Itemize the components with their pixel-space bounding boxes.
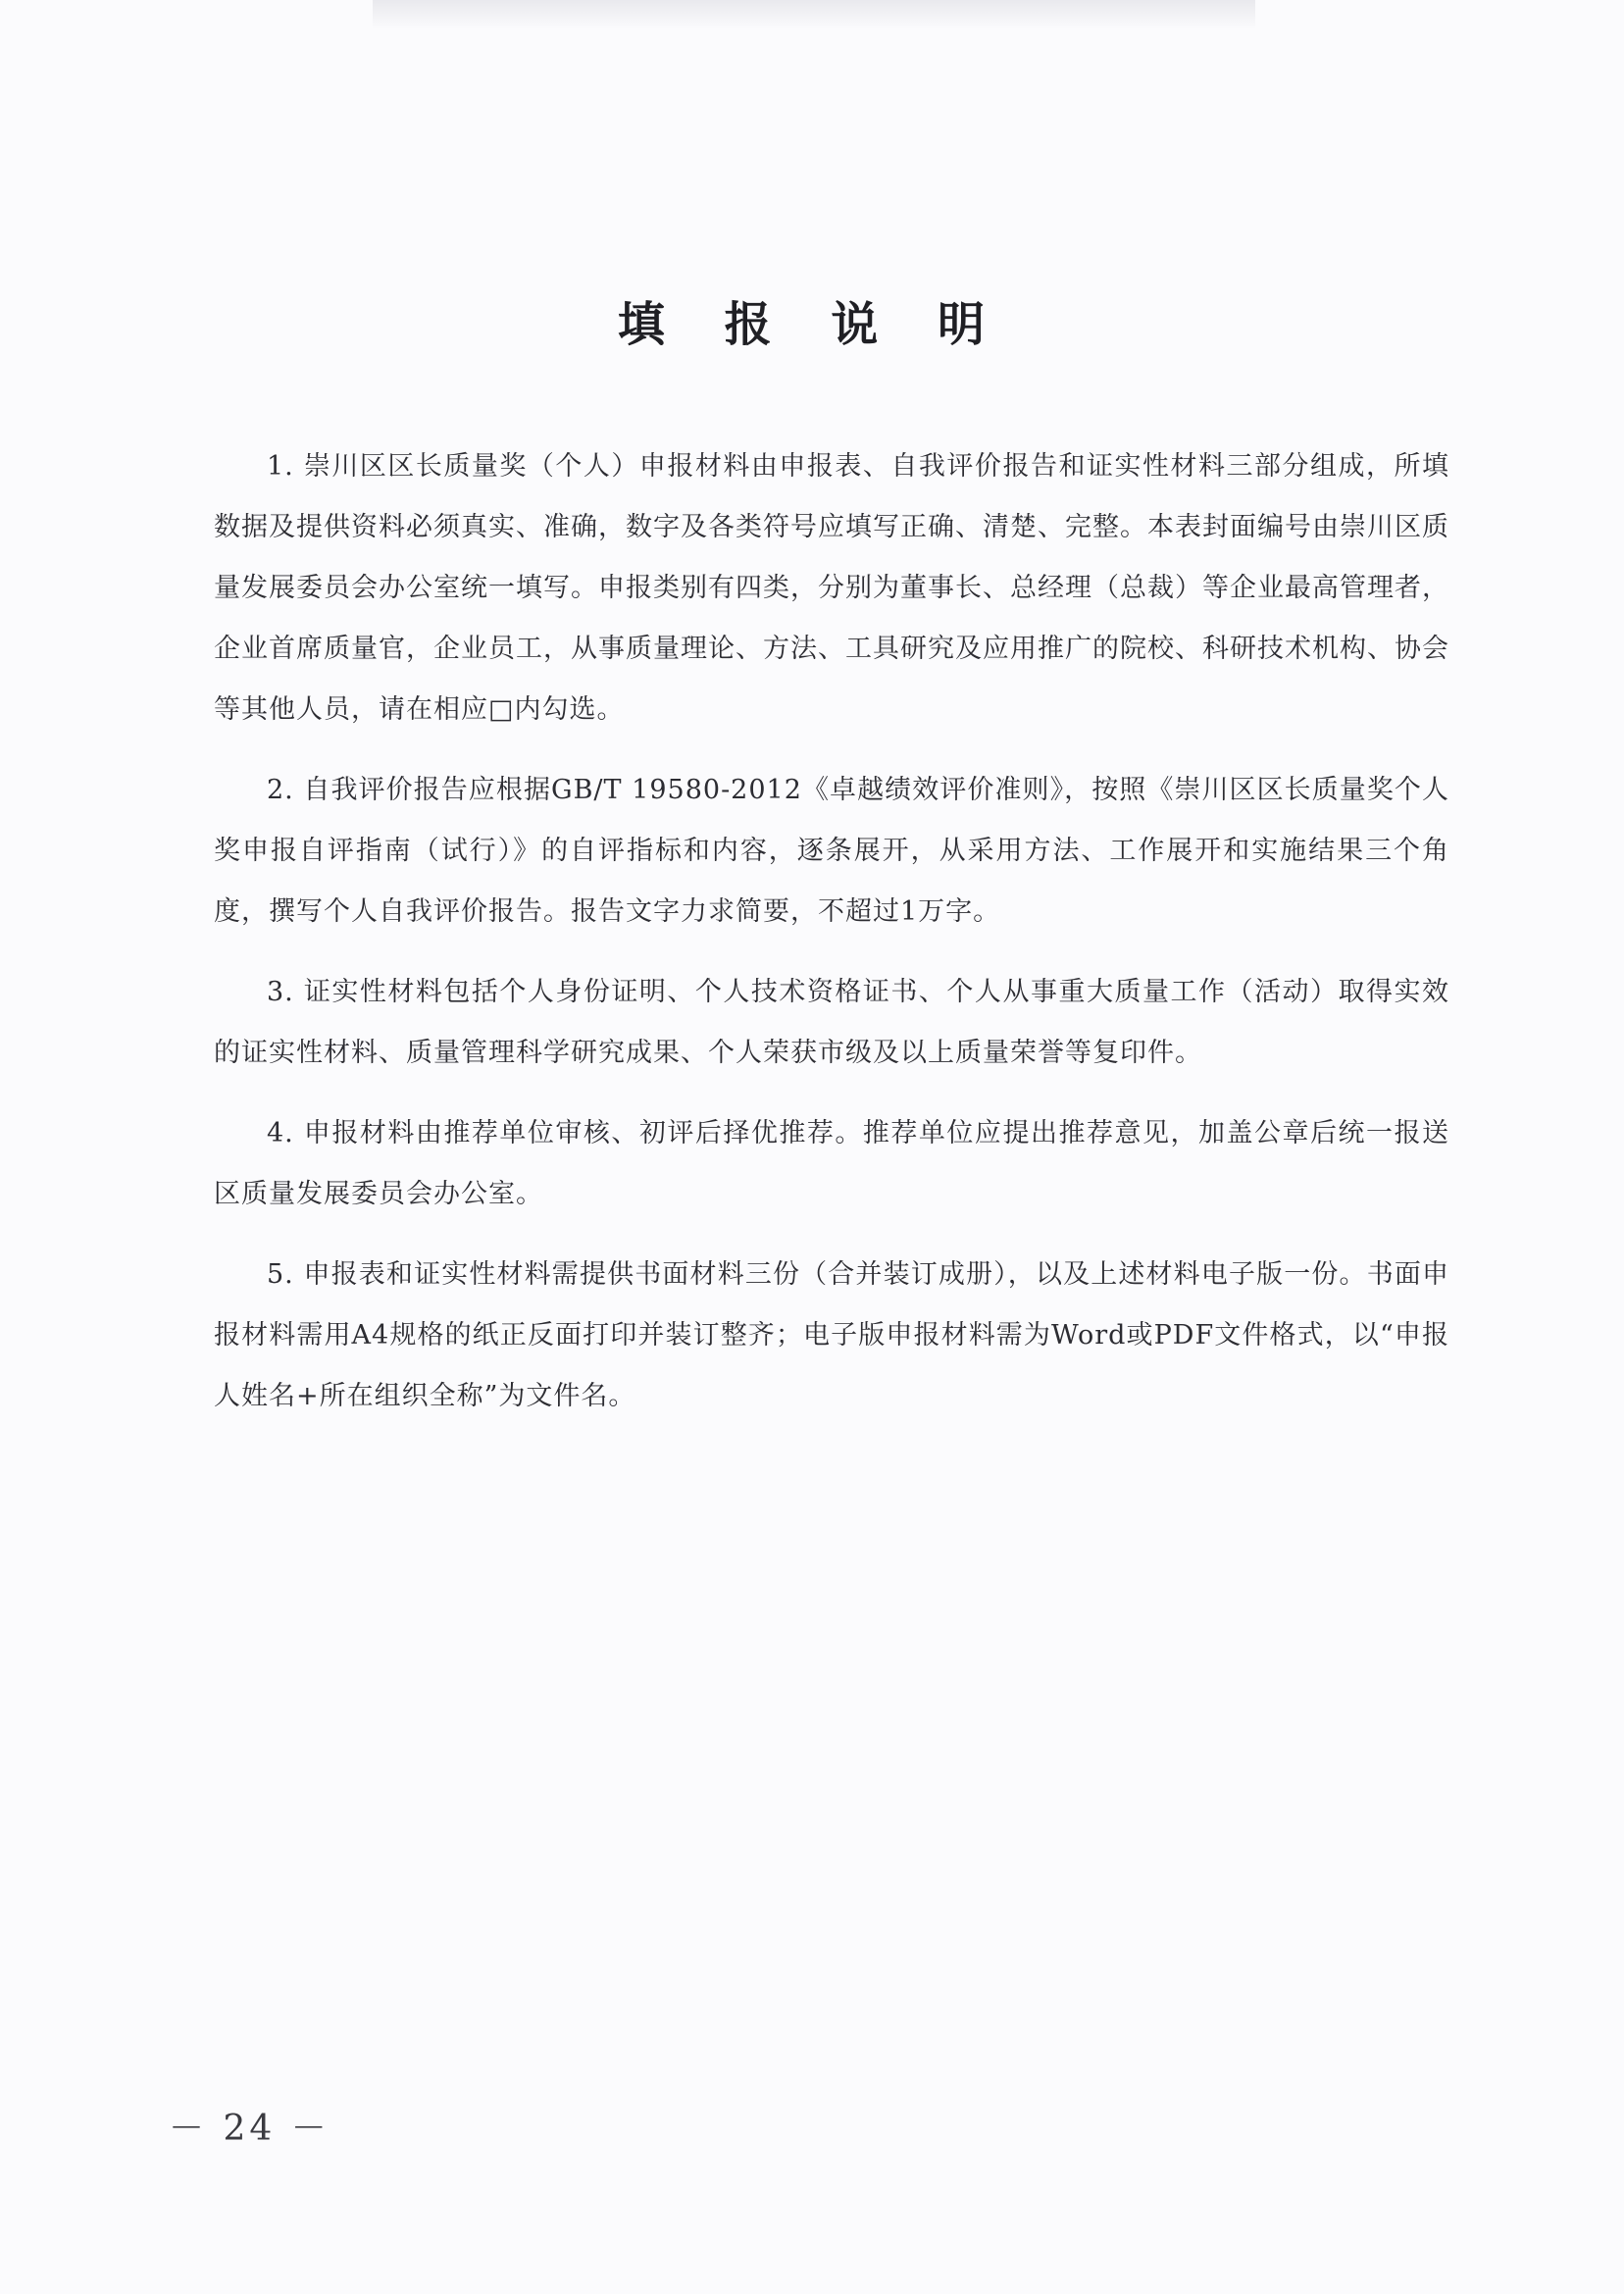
document-title: 填 报 说 明 bbox=[617, 297, 1007, 352]
instructions-body bbox=[214, 436, 1449, 1447]
instruction-paragraph-4: 4. 申报材料由推荐单位审核、初评后择优推荐。推荐单位应提出推荐意见，加盖公章后统一报送区质量发展委员会办公室。 bbox=[214, 1118, 1449, 1209]
instruction-paragraph-1: 1. 崇川区区长质量奖（个人）申报材料由申报表、自我评价报告和证实性材料三部分组成，所填数据及提供资料必须真实、准确，数字及各类符号应填写正确、清楚、完整。本表封面编号由崇川区质量发展委员会办公室统一填写。申报类别有四类，分别为董事长、总经理（总裁）等企业最高管理者，企业首席质量官，企业员工，从事质量理论、方法、工具研究及应用推广的院校、科研技术机构、协会等其他人员，请在相应□内勾选。 bbox=[214, 451, 1449, 725]
scan-shadow bbox=[373, 0, 1255, 29]
instruction-paragraph-2: 2. 自我评价报告应根据GB/T 19580-2012《卓越绩效评价准则》，按照《崇川区区长质量奖个人奖申报自评指南（试行）》的自评指标和内容，逐条展开，从采用方法、工作展开和实施结果三个角度，撰写个人自我评价报告。报告文字力求简要，不超过1万字。 bbox=[214, 775, 1449, 927]
instruction-paragraph-5: 5. 申报表和证实性材料需提供书面材料三份（合并装订成册），以及上述材料电子版一份。书面申报材料需用A4规格的纸正反面打印并装订整齐；电子版申报材料需为Word或PDF文件格式，以“申报人姓名+所在组织全称”为文件名。 bbox=[214, 1259, 1449, 1411]
page-number: － 24 － bbox=[169, 2109, 330, 2149]
instruction-paragraph-3: 3. 证实性材料包括个人身份证明、个人技术资格证书、个人从事重大质量工作（活动）取得实效的证实性材料、质量管理科学研究成果、个人荣获市级及以上质量荣誉等复印件。 bbox=[214, 977, 1449, 1068]
